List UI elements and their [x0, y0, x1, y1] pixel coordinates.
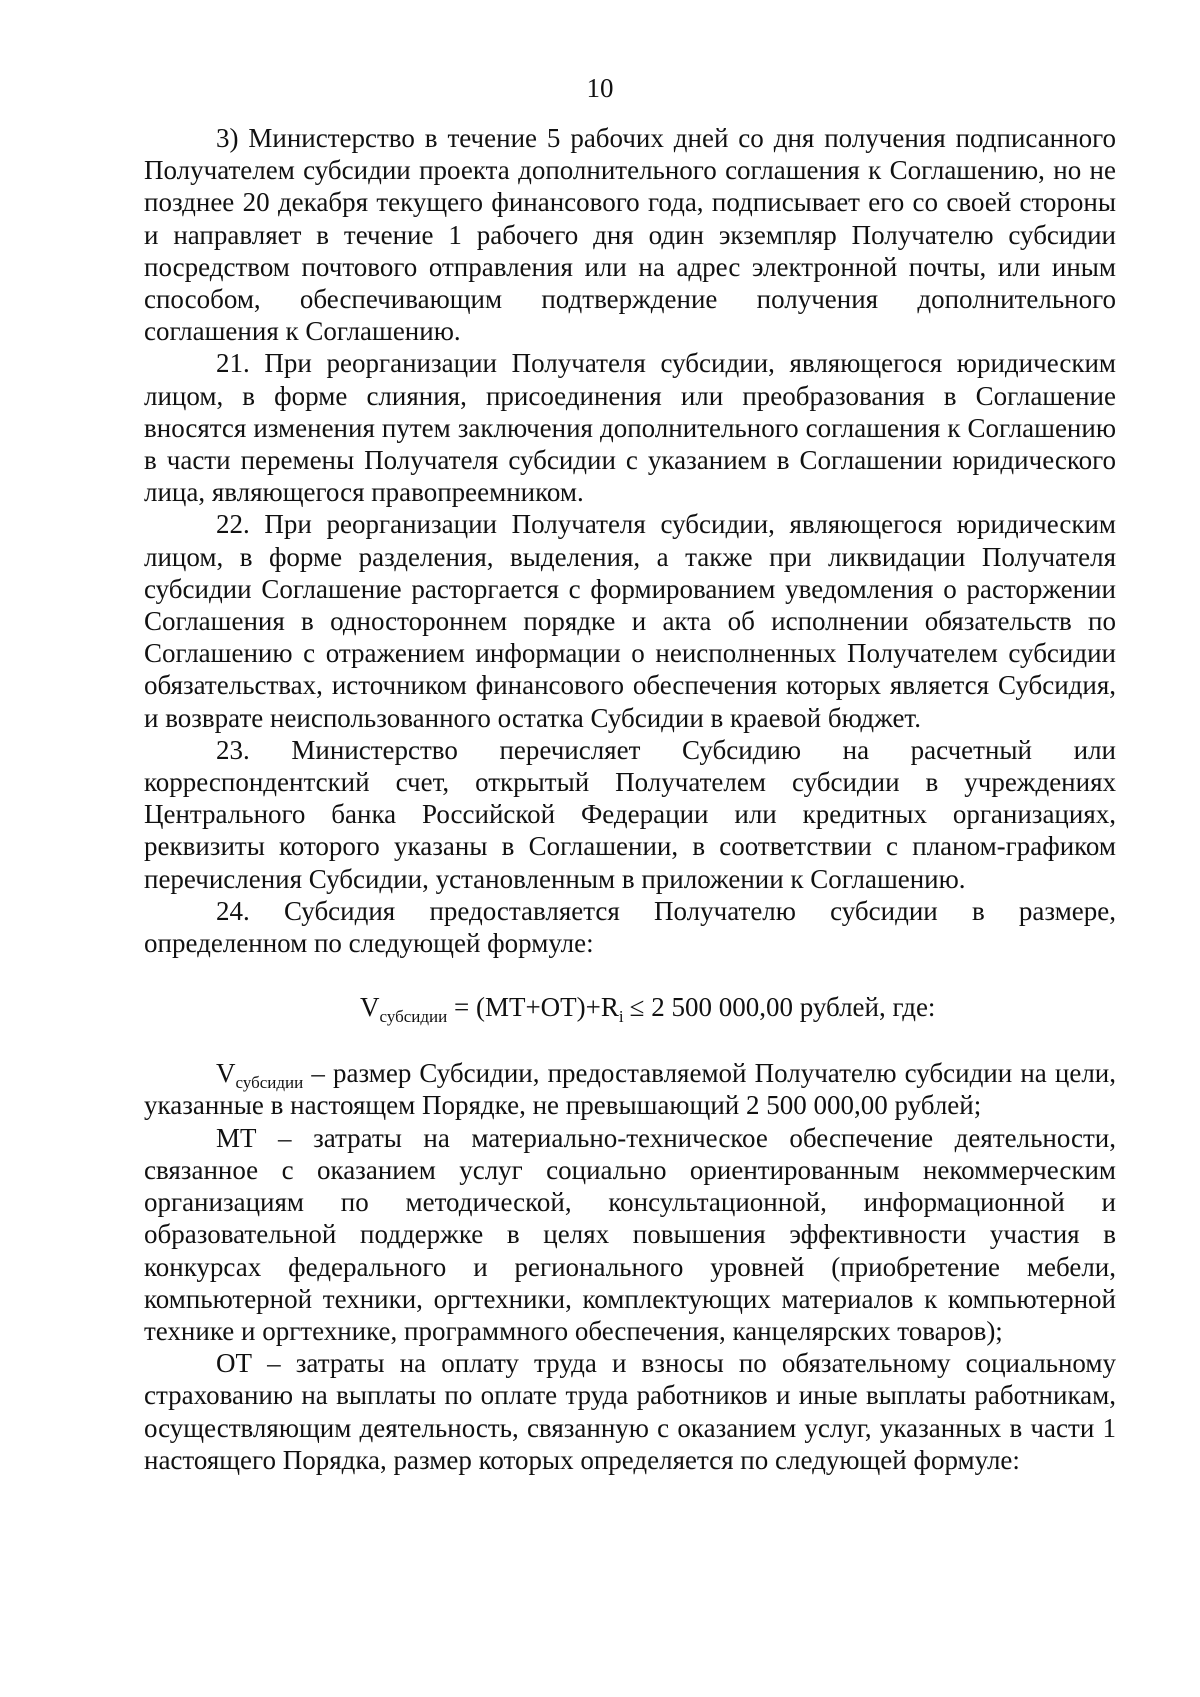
definition-v-subsidy [144, 1057, 1116, 1121]
document-body [144, 122, 1116, 1476]
definition-ot: ОТ – затраты на оплату труда и взносы по обязательному социальному страхованию на выплаты по оплате труда работников и иные выплаты работникам, осуществляющим деятельность, связанную с оказанием услуг, указанных в части 1 настоящего Порядка, размер которых определяется по следующей формуле: [144, 1348, 1116, 1475]
definition-v-symbol: V [216, 1058, 236, 1089]
paragraph-24-subsidy-formula-intro: 24. Субсидия предоставляется Получателю субсидии в размере, определенном по следующей формуле: [144, 895, 1116, 959]
formula-expression: = (МТ+ОТ)+R [447, 992, 619, 1023]
formula-leq-sign: ≤ [629, 992, 645, 1023]
formula-symbol-v: V [360, 992, 380, 1023]
page-number: 10 [586, 73, 614, 103]
subsidy-formula [144, 991, 1116, 1027]
paragraph-23-transfer-account: 23. Министерство перечисляет Субсидию на расчетный или корреспондентский счет, открытый Получателем субсидии в учреждениях Центрального банка Российской Федерации или кредитных организациях, реквизиты которого указаны в Соглашении, в соответствии с планом-графиком перечисления Субсидии, установленным в приложении к Соглашению. [144, 734, 1116, 894]
paragraph-21-reorganization-merger: 21. При реорганизации Получателя субсидии, являющегося юридическим лицом, в форме слияния, присоединения или преобразования в Соглашение вносятся изменения путем заключения дополнительного соглашения к Соглашению в части перемены Получателя субсидии с указанием в Соглашении юридического лица, являющегося правопреемником. [144, 348, 1116, 508]
definition-mt: МТ – затраты на материально-техническое обеспечение деятельности, связанное с оказанием услуг социально ориентированным некоммерческим организациям по методической, консультационной, информационной и образовательной поддержке в целях повышения эффективности участия в конкурсах федерального и регионального уровней (приобретение мебели, компьютерной техники, оргтехники, комплектующих материалов к компьютерной технике и оргтехнике, программного обеспечения, канцелярских товаров); [144, 1122, 1116, 1346]
formula-limit: 2 500 000,00 рублей, где: [644, 992, 936, 1023]
formula-symbol-subscript: субсидии [379, 1007, 448, 1027]
paragraph-3-ministry-signs: 3) Министерство в течение 5 рабочих дней со дня получения подписанного Получателем субсидии проекта дополнительного соглашения к Соглашению, но не позднее 20 декабря текущего финансового года, подписывает его со своей стороны и направляет в течение 1 рабочего дня один экземпляр Получателю субсидии посредством почтового отправления или на адрес электронной почты, или иным способом, обеспечивающим подтверждение получения дополнительного соглашения к Соглашению. [144, 123, 1116, 347]
formula-r-subscript: i [618, 1007, 624, 1027]
definition-v-subscript: субсидии [235, 1073, 304, 1093]
paragraph-22-reorganization-division: 22. При реорганизации Получателя субсидии, являющегося юридическим лицом, в форме разделения, выделения, а также при ликвидации Получателя субсидии Соглашение расторгается с формированием уведомления о расторжении Соглашения в одностороннем порядке и акта об исполнении обязательств по Соглашению с отражением информации о неисполненных Получателем субсидии обязательствах, источником финансового обеспечения которых является Субсидия, и возврате неиспользованного остатка Субсидии в краевой бюджет. [144, 509, 1116, 733]
definition-v-text: – размер Субсидии, предоставляемой Получателю субсидии на цели, указанные в настоящем Порядке, не превышающий 2 500 000,00 рублей; [144, 1058, 1116, 1121]
